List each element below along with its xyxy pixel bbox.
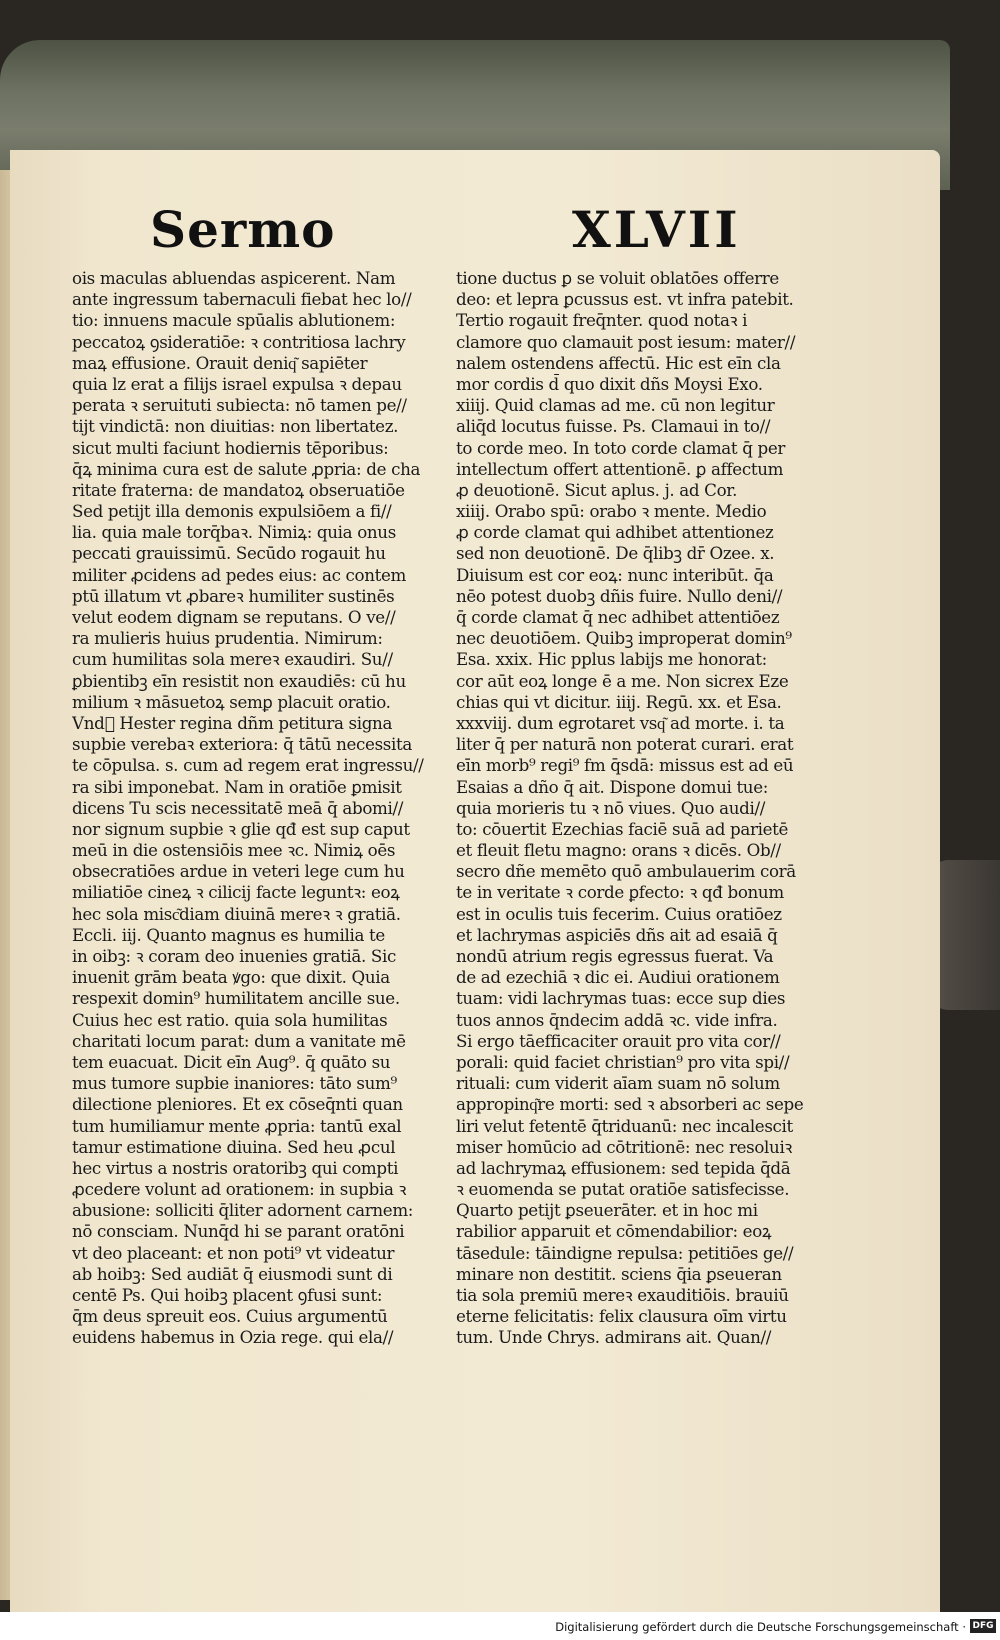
text-line: appropinq͂re morti: sed ꝛ absorberi ac sepe — [456, 1094, 804, 1115]
text-line: nor signum supbie ꝛ glie qđ est sup caput — [72, 818, 410, 839]
text-line: deo: et lepra ꝑcussus est. vt infra patebit. — [456, 289, 794, 310]
text-line: eterne felicitatis: felix clausura oīm virtu — [456, 1306, 787, 1327]
text-line: milium ꝛ māsuetoꝝ semꝑ placuit oratio. — [72, 691, 391, 712]
text-line: te cōpulsa. s. cum ad regem erat ingressu// — [72, 755, 424, 776]
text-line: to corde meo. In toto corde clamat q̄ per — [456, 437, 785, 458]
text-line: ois maculas abluendas aspicerent. Nam — [72, 268, 396, 288]
text-line: respexit domin⁹ humilitatem ancille sue. — [72, 988, 400, 1009]
text-line: Esa. xxix. Hic pplus labijs me honorat: — [456, 649, 767, 670]
book-clasp — [930, 860, 1000, 1010]
text-line: mus tumore supbie inaniores: tāto sum⁹ — [72, 1073, 397, 1094]
text-line: militer ꝓcidens ad pedes eius: ac contem — [72, 564, 406, 585]
text-line: Cuius hec est ratio. quia sola humilitas — [72, 1009, 388, 1030]
text-line: sed non deuotionē. De q̄libꝫ dr̄ Ozee. x. — [456, 543, 775, 564]
text-line: xiiij. Quid clamas ad me. cū non legitur — [456, 395, 775, 416]
text-line: te in veritate ꝛ corde ꝑfecto: ꝛ qđ bonum — [456, 882, 784, 903]
text-line: nondū atrium regis egressus fuerat. Va — [456, 946, 774, 966]
text-line: nalem ostendens affectū. Hic est eīn cla — [456, 352, 781, 373]
text-line: et fleuit fletu magno: orans ꝛ dicēs. Ob// — [456, 840, 781, 861]
text-line: Quarto petijt ꝑseuerāter. et in hoc mi — [456, 1200, 758, 1221]
text-line: ad lachrymaꝝ effusionem: sed tepida q̄dā — [456, 1157, 791, 1178]
funding-credit: Digitalisierung gefördert durch die Deutsche Forschungsgemeinschaft · — [555, 1620, 966, 1634]
text-line: Sed petijt illa demonis expulsiōem a fi// — [72, 501, 392, 522]
text-line: liter q̄ per naturā non poterat curari. erat — [456, 734, 794, 755]
text-column-left — [72, 268, 452, 1349]
text-line: xiiij. Orabo spū: orabo ꝛ mente. Medio — [456, 501, 767, 522]
text-line: dicens Tu scis necessitatē meā q̄ abomi// — [72, 797, 404, 818]
text-line: lia. quia male torq̄baꝛ. Nimiꝝ: quia onus — [72, 522, 396, 543]
folio-number: XLVII — [572, 200, 741, 259]
text-line: hec sola misc͂diam diuinā mereꝛ ꝛ gratiā. — [72, 903, 401, 924]
text-line: tijt vindictā: non diuitias: non libertatez. — [72, 416, 399, 437]
text-line: Eccli. iij. Quanto magnus es humilia te — [72, 924, 385, 945]
text-line: porali: quid faciet christian⁹ pro vita spi// — [456, 1051, 790, 1072]
text-line: aliq̄d locutus fuisse. Ps. Clamaui in to// — [456, 416, 771, 437]
text-line: euidens habemus in Ozia rege. qui ela// — [72, 1327, 394, 1348]
text-line: ra sibi imponebat. Nam in oratiōe ꝑmisit — [72, 776, 402, 797]
dfg-logo-icon: DFG — [970, 1619, 996, 1633]
text-line: ritate fraterna: de mandatoꝝ obseruatiōe — [72, 479, 405, 500]
text-line: miliatiōe cineꝝ ꝛ cilicij facte leguntꝛ: eoꝝ — [72, 882, 400, 903]
text-line: chias qui vt dicitur. iiij. Regū. xx. et Esa. — [456, 691, 782, 712]
text-line: ptū illatum vt ꝓbareꝛ humiliter sustinēs — [72, 585, 395, 606]
text-line: quia morieris tu ꝛ nō viues. Quo audi// — [456, 797, 765, 818]
text-line: q̄m deus spreuit eos. Cuius argumentū — [72, 1306, 388, 1327]
text-line: centē Ps. Qui hoibꝫ placent ꝯfusi sunt: — [72, 1285, 383, 1305]
text-line: quia lz erat a filijs israel expulsa ꝛ depau — [72, 373, 402, 394]
text-line: de ad ezechiā ꝛ dic ei. Audiui orationem — [456, 967, 780, 988]
text-line: peccati grauissimū. Secūdo rogauit hu — [72, 543, 386, 564]
text-line: rituali: cum viderit aīam suam nō solum — [456, 1073, 780, 1094]
text-line: ante ingressum tabernaculi fiebat hec lo// — [72, 289, 412, 310]
text-line: peccatoꝝ ꝯsideratiōe: ꝛ contritiosa lachry — [72, 331, 406, 352]
text-line: tem euacuat. Dicit eīn Aug⁹. q̄ quāto su — [72, 1051, 391, 1072]
text-line: charitati locum parat: dum a vanitate mē — [72, 1030, 406, 1051]
text-line: eīn morb⁹ regi⁹ fm q̄sdā: missus est ad eū — [456, 755, 794, 776]
text-line: cor aūt eoꝝ longe ē a me. Non sicrex Eze — [456, 670, 789, 691]
text-line: tuos annos q̄ndecim addā ꝛc. vide infra. — [456, 1009, 778, 1030]
text-line: ꝑbientibꝫ eīn resistit non exaudiēs: cū hu — [72, 670, 406, 691]
text-line: tione ductus ꝑ se voluit oblatōes offerre — [456, 268, 779, 288]
text-line: q̄ corde clamat q̄ nec adhibet attentiōez — [456, 607, 780, 627]
text-line: clamore quo clamauit post iesum: mater// — [456, 331, 796, 352]
text-line: secro dñe memēto quō ambulauerim corā — [456, 861, 796, 882]
text-line: rabilior apparuit et cōmendabilior: eoꝝ — [456, 1221, 772, 1242]
text-line: nō consciam. Nunq̄d hi se parant oratōni — [72, 1221, 405, 1242]
text-line: Si ergo tāefficaciter orauit pro vita cor// — [456, 1030, 781, 1051]
text-line: hec virtus a nostris oratoribꝫ qui compti — [72, 1157, 399, 1178]
text-line: maꝝ effusione. Orauit deniq͂ sapiēter — [72, 352, 368, 373]
running-header-sermo: Sermo — [150, 200, 336, 259]
text-line: tio: innuens macule spūalis ablutionem: — [72, 310, 396, 331]
text-line: dilectione pleniores. Et ex cōseq̄nti quan — [72, 1094, 403, 1115]
text-line: ꝓ corde clamat qui adhibet attentionez — [456, 522, 774, 543]
text-line: supbie verebaꝛ exteriora: q̄ tātū necessita — [72, 734, 412, 755]
text-line: nēo potest duobꝫ dñis fuire. Nullo deni// — [456, 585, 783, 606]
text-line: tum humiliamur mente ꝓpria: tantū exal — [72, 1115, 402, 1136]
text-line: intellectum offert attentionē. ꝑ affectum — [456, 458, 784, 479]
text-line: ꝛ euomenda se putat oratiōe satisfecisse. — [456, 1179, 790, 1200]
text-line: q̄ꝝ minima cura est de salute ꝓpria: de cha — [72, 458, 421, 479]
text-line: tia sola premiū mereꝛ exauditiōis. brauiū — [456, 1285, 789, 1305]
text-line: ab hoibꝫ: Sed audiāt q̄ eiusmodi sunt di — [72, 1263, 393, 1284]
text-line: ra mulieris huius prudentia. Nimirum: — [72, 628, 383, 649]
text-line: tum. Unde Chrys. admirans ait. Quan// — [456, 1327, 772, 1348]
text-line: cum humilitas sola mereꝛ exaudiri. Su// — [72, 649, 393, 670]
text-line: velut eodem dignam se reputans. O ve// — [72, 607, 396, 627]
text-line: meū in die ostensiōis mee ꝛc. Nimiꝝ oēs — [72, 840, 396, 861]
text-line: nec deuotiōem. Quibꝫ improperat domin⁹ — [456, 628, 792, 649]
text-line: sicut multi faciunt hodiernis tēporibus: — [72, 437, 389, 458]
text-line: ꝓcedere volunt ad orationem: in supbia ꝛ — [72, 1179, 407, 1200]
text-line: minare non destitit. sciens q̄ia ꝑseueran — [456, 1263, 782, 1284]
text-line: liri velut fetentē q̄triduanū: nec incalescit — [456, 1115, 793, 1136]
text-line: Tertio rogauit freq̄nter. quod notaꝛ i — [456, 310, 748, 331]
text-line: in oibꝫ: ꝛ coram deo inuenies gratiā. Sic — [72, 946, 396, 966]
text-line: xxxviij. dum egrotaret vsq͂ ad morte. i. ta — [456, 712, 785, 733]
text-line: inuenit grām beata ꝟgo: que dixit. Quia — [72, 967, 390, 988]
text-line: to: cōuertit Ezechias faciē suā ad parietē — [456, 818, 789, 839]
text-line: miser homūcio ad cōtritionē: nec resoluiꝛ — [456, 1136, 792, 1157]
text-line: vt deo placeant: et non poti⁹ vt videatur — [72, 1242, 395, 1263]
text-line: tuam: vidi lachrymas tuas: ecce sup dies — [456, 988, 786, 1009]
text-line: perata ꝛ seruituti subiecta: nō tamen pe// — [72, 395, 407, 416]
text-column-right — [456, 268, 836, 1349]
text-line: tamur estimatione diuina. Sed heu ꝓcul — [72, 1136, 396, 1157]
text-line: tāsedule: tāindigne repulsa: petitiōes ge// — [456, 1242, 794, 1263]
text-line: Vnd᷑ Hester regina dñm petitura signa — [72, 712, 393, 733]
text-line: Diuisum est cor eoꝝ: nunc interibūt. q̄a — [456, 564, 774, 585]
text-line: mor cordis d̄ quo dixit dñs Moysi Exo. — [456, 373, 763, 394]
text-line: ꝓ deuotionē. Sicut aplus. j. ad Cor. — [456, 479, 738, 500]
text-line: est in oculis tuis fecerim. Cuius oratiōez — [456, 903, 782, 924]
text-line: Esaias a dño q̄ ait. Dispone domui tue: — [456, 776, 769, 797]
text-line: obsecratiōes ardue in veteri lege cum hu — [72, 861, 405, 882]
text-line: et lachrymas aspiciēs dñs ait ad esaiā q̄ — [456, 924, 778, 945]
text-line: abusione: solliciti q̄liter adornent carnem: — [72, 1200, 414, 1221]
